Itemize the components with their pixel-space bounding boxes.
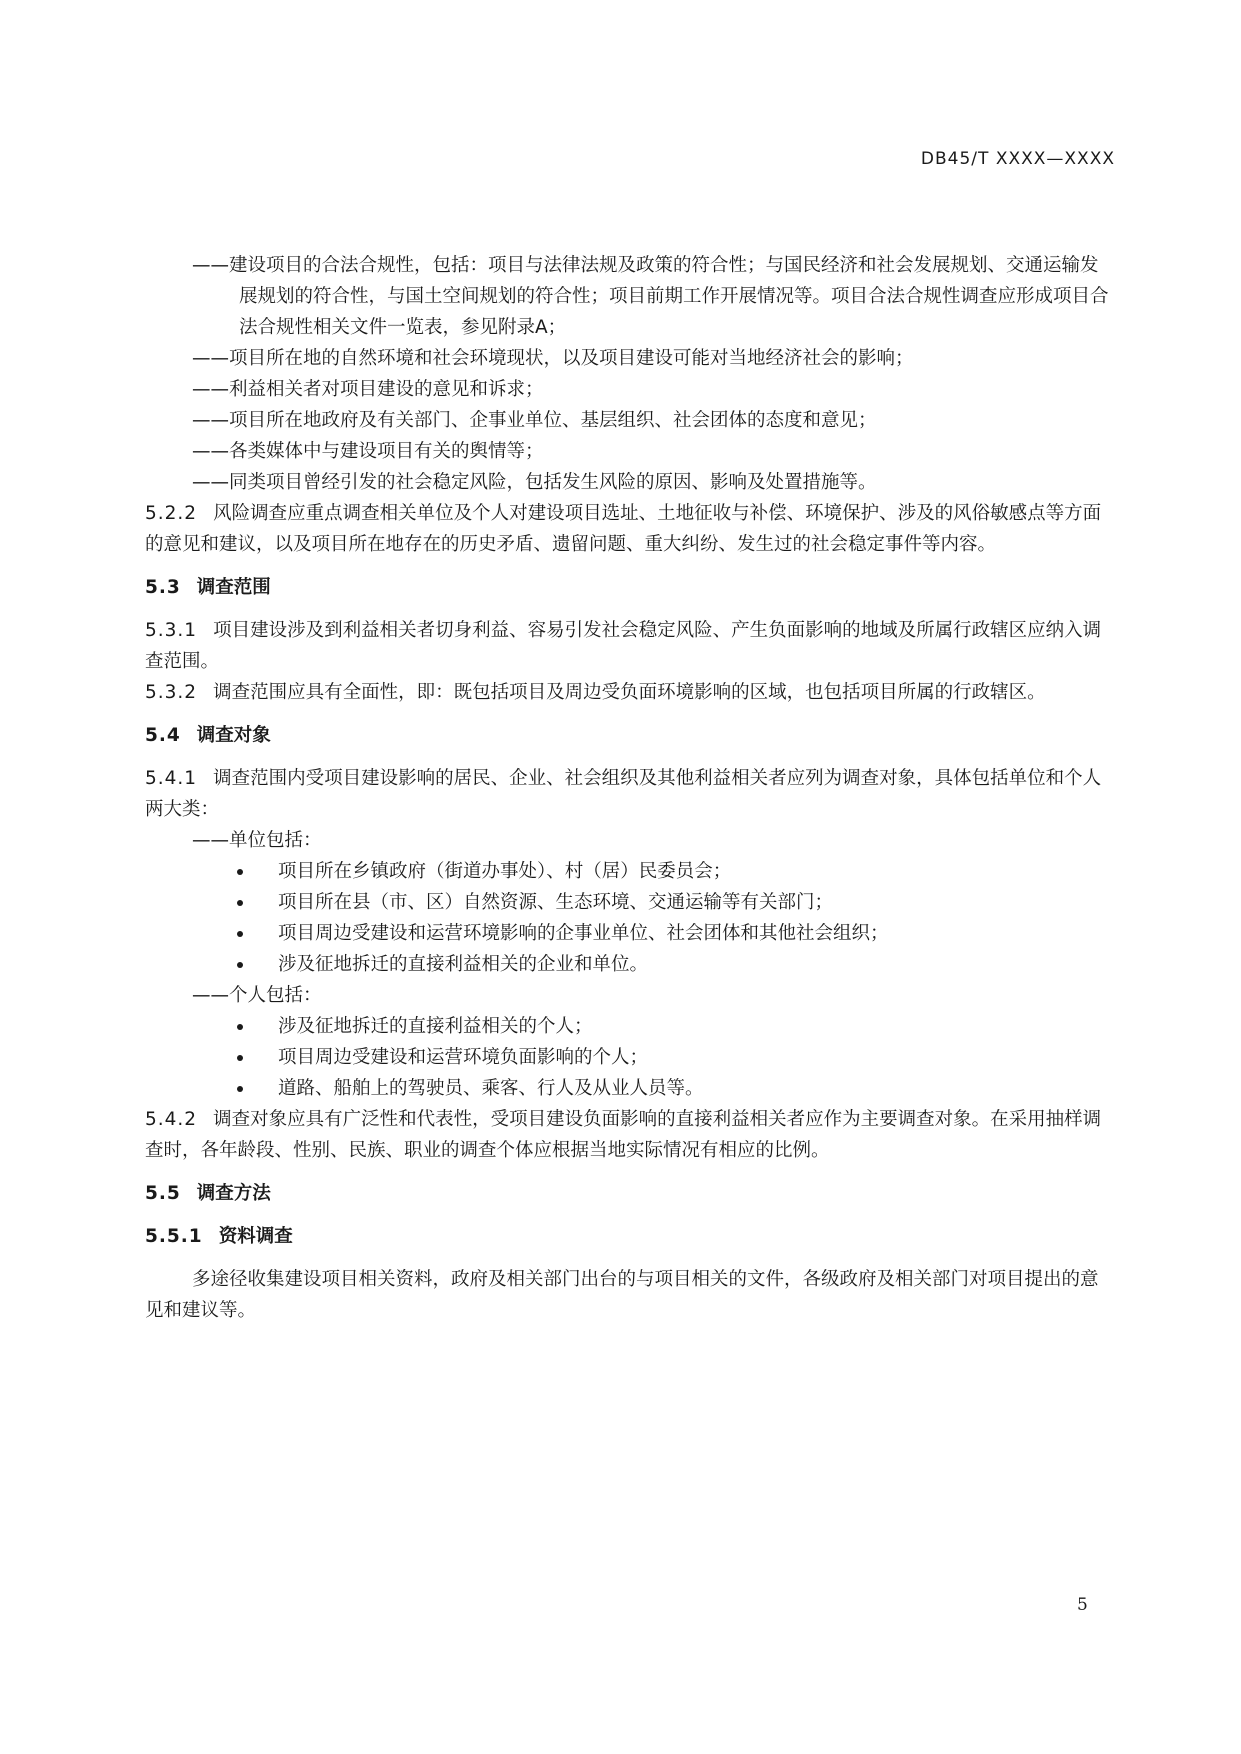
bullet-text: 道路、船舶上的驾驶员、乘客、行人及从业人员等。	[278, 1078, 704, 1099]
bullet-item	[145, 949, 1113, 980]
clause-text: 调查对象应具有广泛性和代表性，受项目建设负面影响的直接利益相关者应作为主要调查对象。在采用抽样调查时，各年龄段、性别、民族、职业的调查个体应根据当地实际情况有相应的比例。	[145, 1109, 1102, 1161]
bullet-dot	[237, 900, 243, 906]
clause-5-3-1	[145, 615, 1113, 677]
bullet-item	[145, 1042, 1113, 1073]
clause-number: 5.3.1	[145, 620, 198, 641]
heading-number: 5.4	[145, 725, 181, 746]
list-item: ——项目所在地的自然环境和社会环境现状，以及项目建设可能对当地经济社会的影响；	[192, 348, 914, 369]
document-body	[145, 250, 1113, 1326]
clause-number: 5.3.2	[145, 682, 198, 703]
persons-label: ——个人包括：	[192, 985, 322, 1006]
bullet-text: 涉及征地拆迁的直接利益相关的个人；	[278, 1016, 593, 1037]
paragraph-5-5-1: 多途径收集建设项目相关资料，政府及相关部门出台的与项目相关的文件，各级政府及相关部门对项目提出的意见和建议等。	[145, 1269, 1099, 1321]
heading-number: 5.3	[145, 577, 181, 598]
bullet-text: 项目周边受建设和运营环境负面影响的个人；	[278, 1047, 649, 1068]
bullet-dot	[237, 1024, 243, 1030]
bullet-text: 项目所在县（市、区）自然资源、生态环境、交通运输等有关部门；	[278, 892, 834, 913]
clause-number: 5.4.2	[145, 1109, 198, 1130]
heading-title: 调查对象	[196, 725, 271, 746]
list-item: ——建设项目的合法合规性，包括：项目与法律法规及政策的符合性；与国民经济和社会发展规划、交通运输发展规划的符合性，与国土空间规划的符合性；项目前期工作开展情况等。项目合法合规性调查应形成项目合法合规性相关文件一览表，参见附录A；	[192, 255, 1109, 338]
heading-number: 5.5	[145, 1183, 181, 1204]
clause-5-3-2	[145, 677, 1113, 708]
units-label: ——单位包括：	[192, 830, 322, 851]
list-item: ——项目所在地政府及有关部门、企事业单位、基层组织、社会团体的态度和意见；	[192, 410, 877, 431]
clause-5-4-1	[145, 763, 1113, 825]
clause-5-2-2	[145, 498, 1113, 560]
clause-text: 调查范围应具有全面性，即：既包括项目及周边受负面环境影响的区域，也包括项目所属的行政辖区。	[213, 682, 1046, 703]
bullet-text: 项目周边受建设和运营环境影响的企事业单位、社会团体和其他社会组织；	[278, 923, 889, 944]
bullet-dot	[237, 962, 243, 968]
bullet-item	[145, 1011, 1113, 1042]
list-item: ——利益相关者对项目建设的意见和诉求；	[192, 379, 544, 400]
heading-number: 5.5.1	[145, 1226, 203, 1247]
bullet-dot	[237, 1086, 243, 1092]
bullet-dot	[237, 869, 243, 875]
bullet-item	[145, 1073, 1113, 1104]
bullet-item	[145, 856, 1113, 887]
clause-5-4-2	[145, 1104, 1113, 1166]
list-item: ——各类媒体中与建设项目有关的舆情等；	[192, 441, 544, 462]
heading-title: 调查范围	[196, 577, 271, 598]
page-number: 5	[1077, 1595, 1088, 1615]
bullet-item	[145, 918, 1113, 949]
bullet-text: 项目所在乡镇政府（街道办事处）、村（居）民委员会；	[278, 861, 732, 882]
clause-number: 5.2.2	[145, 503, 198, 524]
section-heading-5-4	[145, 720, 1113, 751]
bullet-text: 涉及征地拆迁的直接利益相关的企业和单位。	[278, 954, 649, 975]
clause-text: 项目建设涉及到利益相关者切身利益、容易引发社会稳定风险、产生负面影响的地域及所属行政辖区应纳入调查范围。	[145, 620, 1102, 672]
bullet-dot	[237, 931, 243, 937]
document-code: DB45/T XXXX—XXXX	[920, 149, 1115, 169]
heading-title: 调查方法	[196, 1183, 271, 1204]
heading-title: 资料调查	[218, 1226, 293, 1247]
subsection-heading-5-5-1	[145, 1221, 1113, 1252]
section-heading-5-5	[145, 1178, 1113, 1209]
bullet-dot	[237, 1055, 243, 1061]
clause-text: 风险调查应重点调查相关单位及个人对建设项目选址、土地征收与补偿、环境保护、涉及的风俗敏感点等方面的意见和建议，以及项目所在地存在的历史矛盾、遗留问题、重大纠纷、发生过的社会稳定事件等内容。	[145, 503, 1102, 555]
clause-number: 5.4.1	[145, 768, 198, 789]
clause-text: 调查范围内受项目建设影响的居民、企业、社会组织及其他利益相关者应列为调查对象，具体包括单位和个人两大类：	[145, 768, 1102, 820]
bullet-item	[145, 887, 1113, 918]
section-heading-5-3	[145, 572, 1113, 603]
list-item: ——同类项目曾经引发的社会稳定风险，包括发生风险的原因、影响及处置措施等。	[192, 472, 877, 493]
